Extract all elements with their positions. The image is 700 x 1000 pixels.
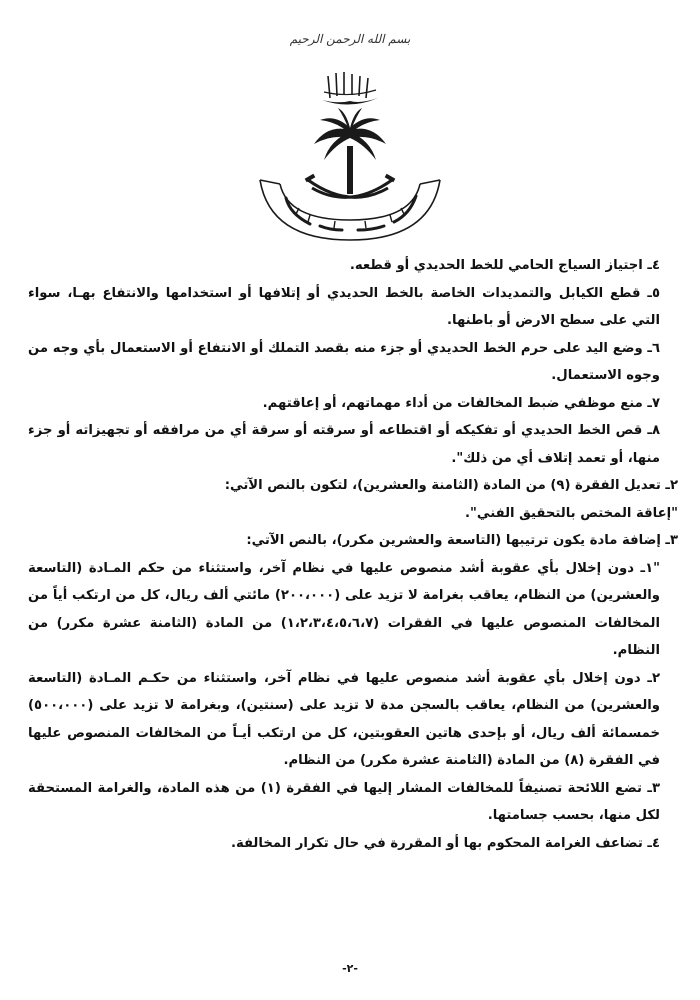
paragraph-clause-4: ٤ـ اجتياز السياج الحامي للخط الحديدي أو قطعه. xyxy=(349,258,660,273)
paragraph-new-article-1: "١ـ دون إخلال بأي عقوبة أشد منصوص عليها في نظام آخر، واستثناء من حكم المـادة (التاسعة والعشرين) من النظام، يعاقب بغرامة لا تزيد على (٢٠٠،٠٠٠) مائتي ألف ريال، كل من ارتكب أياً من المخالفات المنصوص عليها في الفقرات (١،٢،٣،٤،٥،٦،٧) من المادة (الثامنة عشرة مكرر) من النظام. xyxy=(28,560,660,658)
paragraph-new-article-4: ٤ـ تضاعف الغرامة المحكوم بها أو المقررة في حال تكرار المخالفة. xyxy=(230,835,660,851)
paragraph-new-article-3: ٣ـ تضع اللائحة تصنيفاً للمخالفات المشار إليها في الفقرة (١) من هذه المادة، والغرامة المستحقة لكل منها، بحسب جسامتها. xyxy=(28,780,660,823)
paragraph-clause-5: ٥ـ قطع الكيابل والتمديدات الخاصة بالخط الحديدي أو إتلافها أو استخدامها والانتفاع بهـا، سواء التي على سطح الارض أو باطنها. xyxy=(28,285,660,328)
basmala-heading: بسم الله الرحمن الرحيم xyxy=(289,32,411,46)
page-number: -٢- xyxy=(342,962,358,975)
paragraph-amendment-2: ٢ـ تعديل الفقرة (٩) من المادة (الثامنة والعشرين)، لتكون بالنص الآتي: xyxy=(224,478,678,493)
paragraph-clause-8: ٨ـ قص الخط الحديدي أو تفكيكه أو اقتطاعه أو سرقته أو سرقة أي من مرافقه أو تجهيزاته أو جزء منها، أو تعمد إتلاف أي من ذلك". xyxy=(28,423,660,466)
motto-calligraphy-icon xyxy=(322,72,378,105)
paragraph-clause-7: ٧ـ منع موظفي ضبط المخالفات من أداء مهماتهم، أو إعاقتهم. xyxy=(262,395,660,411)
document-body xyxy=(28,252,678,857)
paragraph-clause-6: ٦ـ وضع اليد على حرم الخط الحديدي أو جزء منه بقصد التملك أو الانتفاع أو الاستعمال بأي وجه من وجوه الاستعمال. xyxy=(28,340,660,383)
palm-tree-icon xyxy=(314,108,386,194)
paragraph-amendment-3: ٣ـ إضافة مادة يكون ترتيبها (التاسعة والعشرين مكرر)، بالنص الآتي: xyxy=(246,533,678,548)
saudi-emblem xyxy=(250,68,450,243)
paragraph-new-article-2: ٢ـ دون إخلال بأي عقوبة أشد منصوص عليها في نظام آخر، واستثناء من حكـم المـادة (التاسعة والعشرين) من النظام، يعاقب بالسجن مدة لا تزيد على (سنتين)، وبغرامة لا تزيد على (٥٠٠،٠٠٠) خمسمائة ألف ريال، أو بإحدى هاتين العقوبتين، كل من ارتكب أيـاً من المخالفات المنصوص عليها في الفقرة (٨) من المادة (الثامنة عشرة مكرر) من النظام. xyxy=(28,670,660,768)
paragraph-amendment-2-text: "إعاقة المختص بالتحقيق الفني". xyxy=(464,505,678,521)
